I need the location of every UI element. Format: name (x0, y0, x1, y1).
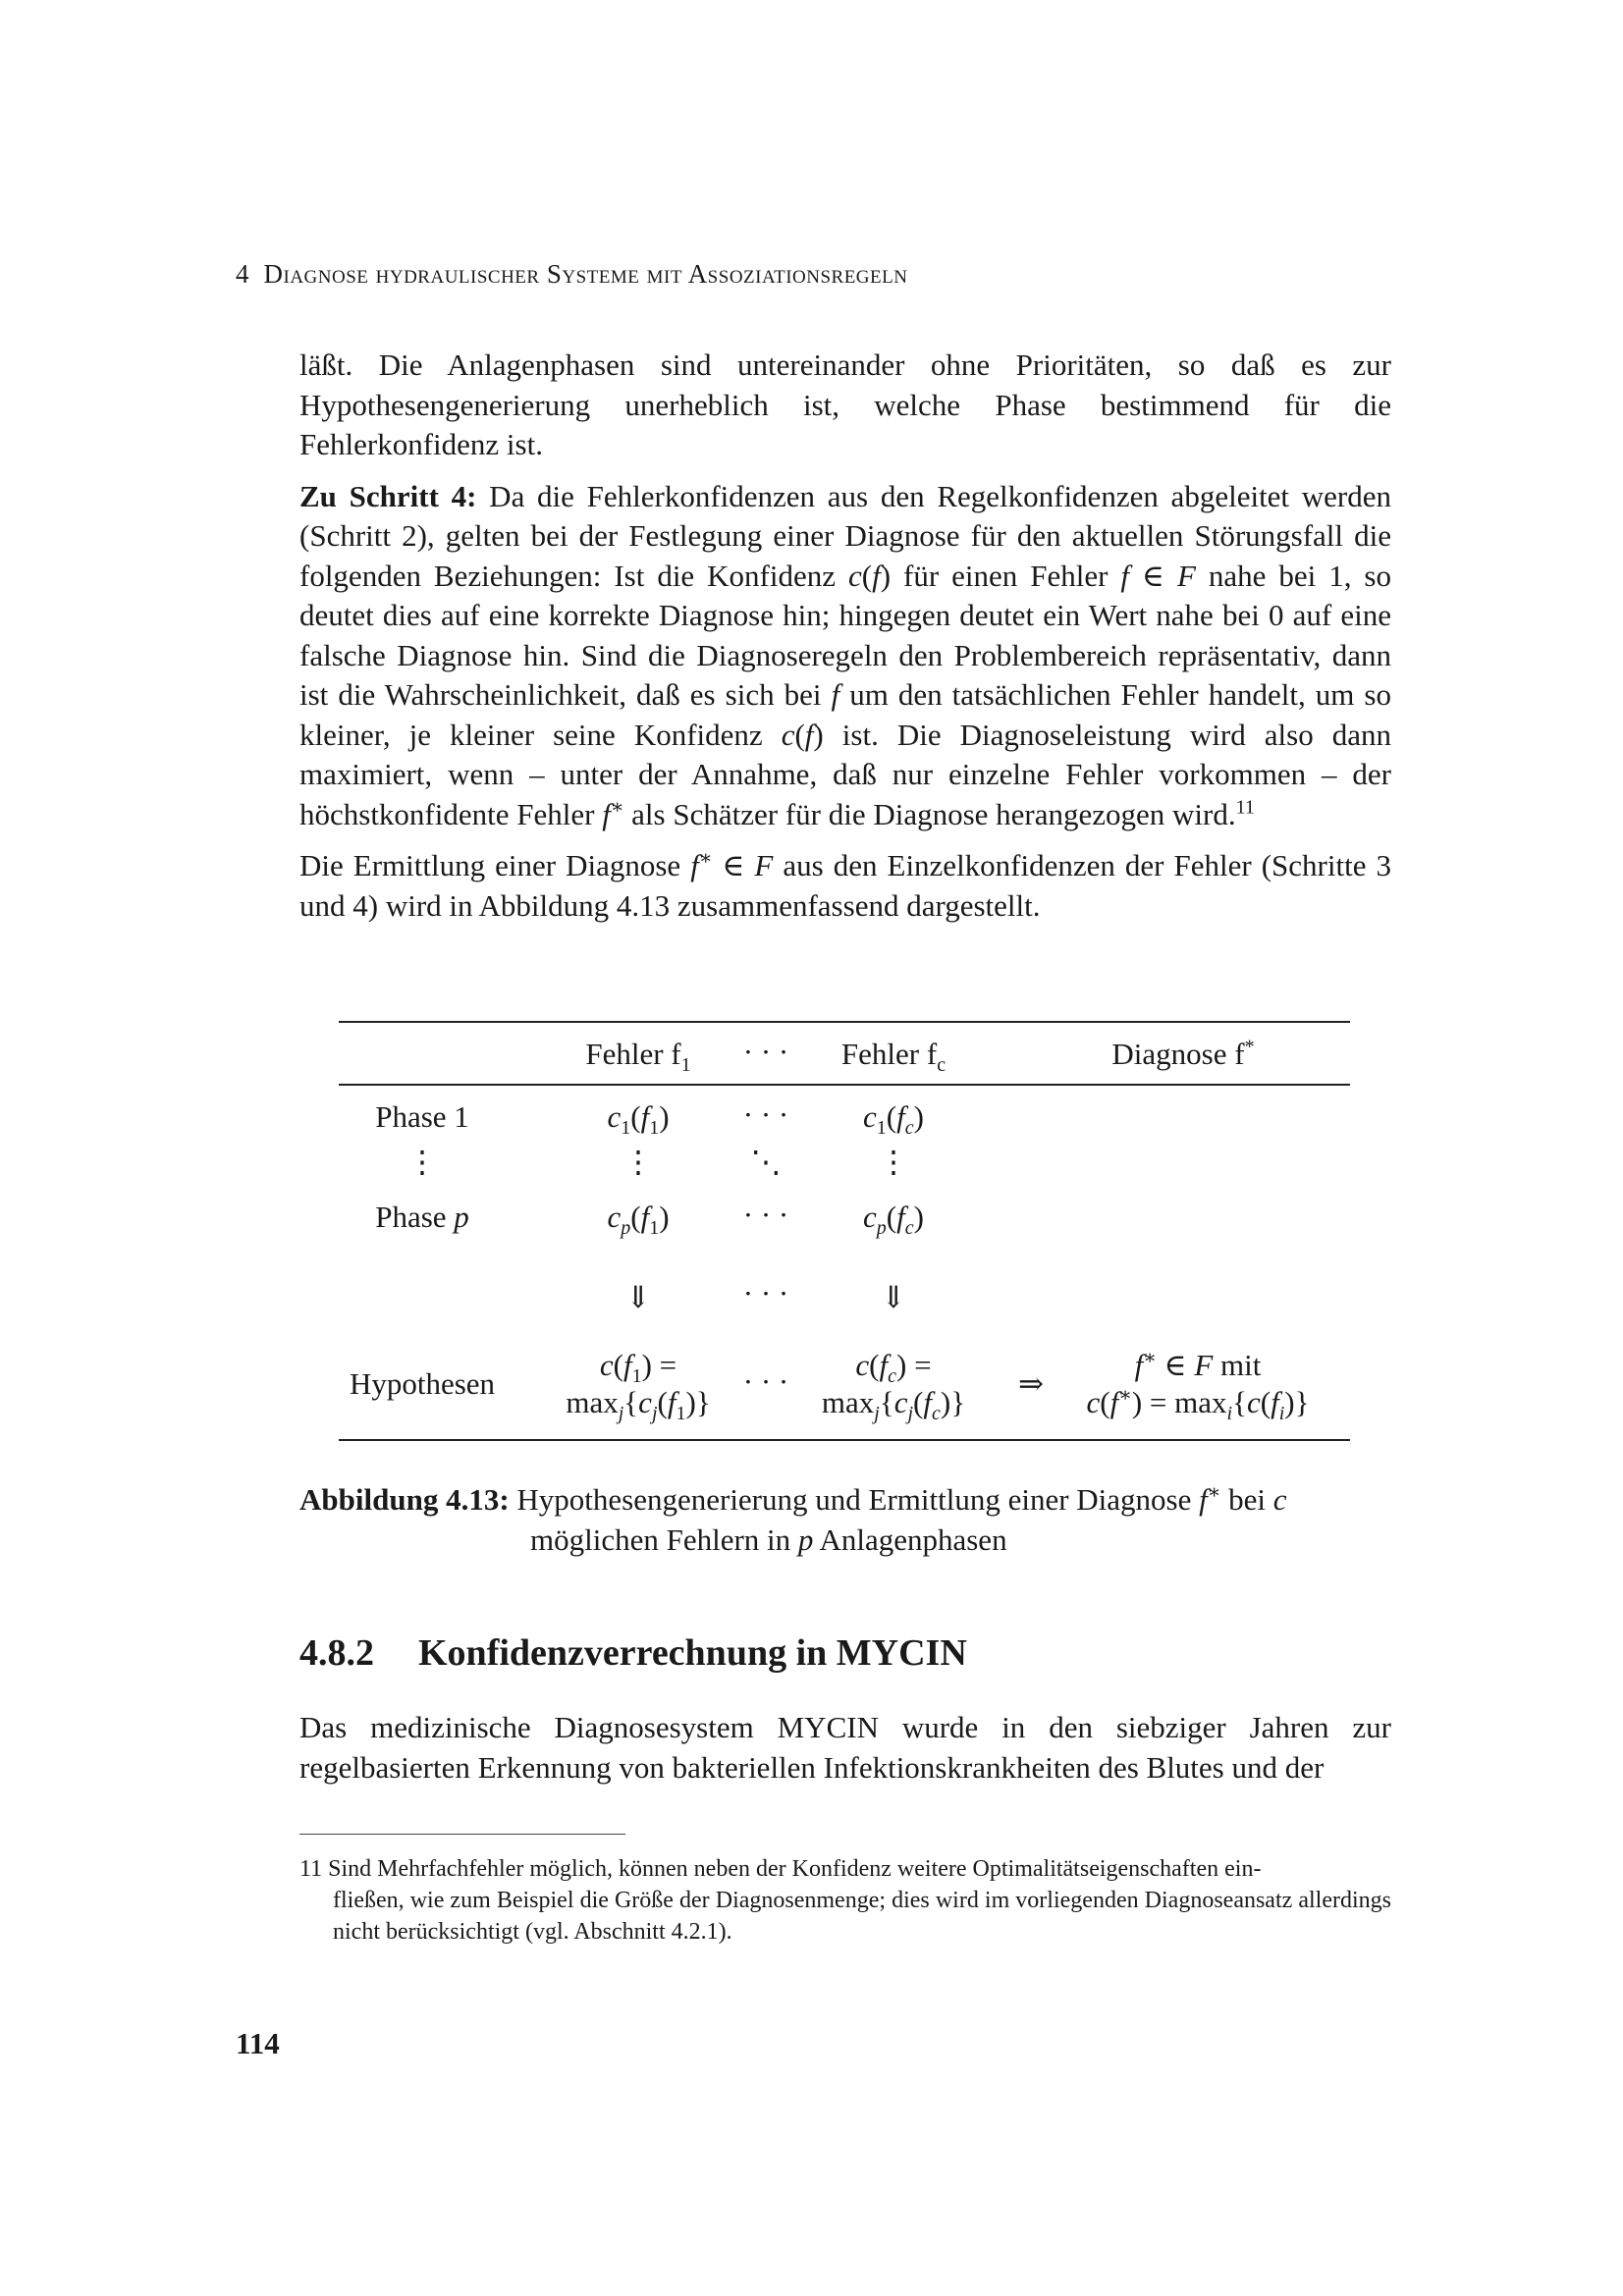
step4-label: Zu Schritt 4: (299, 478, 477, 513)
cell-c1-fc: $c_1(f_c)$ (863, 1099, 924, 1140)
footnote-line1: Sind Mehrfachfehler möglich, können neben der Konfidenz weitere Optimalitätseigenschaften ein- (328, 1856, 1262, 1882)
cell-cp-fc: $c_p(f_c)$ (863, 1200, 924, 1240)
vdots-fc: ⋮ (878, 1145, 909, 1179)
table-bottom-rule (339, 1439, 1350, 1441)
arrow-right: ⇒ (1018, 1366, 1044, 1401)
cell-cp-f1: $c_p(f_1)$ (607, 1200, 670, 1240)
arrow-down-f1: ⇓ (625, 1280, 651, 1314)
cell-c1-f1: $c_1(f_1)$ (607, 1099, 670, 1140)
footnote (299, 1853, 1391, 1948)
footnote-number: 11 (299, 1856, 323, 1882)
hyp-f1: $c(f_1)$ = $\max_j\{c_j(f_1)\}$ (566, 1348, 711, 1425)
section-body (299, 1708, 1391, 1799)
footnote-ref: 11 (1235, 796, 1255, 819)
arrow-row-dots: · · · (742, 1276, 789, 1310)
hyp-fc: $c(f_c)$ = $\max_j\{c_j(f_c)\}$ (821, 1348, 966, 1425)
table-top-rule (339, 1021, 1350, 1023)
vdots-phase: ⋮ (406, 1145, 438, 1179)
row-hypothesen: Hypothesen (349, 1366, 496, 1401)
row-phase-p: Phase p (375, 1200, 469, 1234)
hyp-dots: · · · (742, 1364, 789, 1399)
cell-dots-p: · · · (742, 1198, 789, 1232)
diagnose-result: f∗ ∈ F mit $c(f^∗) = \max_i\{c(f_i)\}$ (1086, 1347, 1310, 1425)
row-phase-1: Phase 1 (375, 1099, 469, 1134)
figure-caption: Abbildung 4.13: Hypothesengenerierung und Ermittlung einer Diagnose f∗ bei c möglichen Fehlern in p Anlagenphasen (299, 1481, 1287, 1557)
cell-dots-1: · · · (742, 1097, 789, 1132)
chapter-number: 4 (236, 259, 249, 289)
running-head (236, 257, 907, 291)
header-diagnose: Diagnose f* (1111, 1036, 1255, 1071)
section-title: Konfidenzverrechnung in MYCIN (418, 1632, 967, 1674)
paragraph-2: Zu Schritt 4: Da die Fehlerkonfidenzen aus den Regelkonfidenzen abgeleitet werden (Schritt 2), gelten bei der Festlegung einer Diagnose für den aktuellen Störungsfall die folgenden Beziehungen: Ist die Konfidenz c(f) für einen Fehler f ∈ F nahe bei 1, so deutet dies auf eine korrekte Diagnose hin; hingegen deutet ein Wert nahe bei 0 auf eine falsche Diagnose hin. Sind die Diagnoseregeln den Problembereich repräsentativ, dann ist die Wahrscheinlichkeit, daß es sich bei f um den tatsächlichen Fehler handelt, um so kleiner, je kleiner seine Konfidenz c(f) ist. Die Diagnoseleistung wird also dann maximiert, wenn – unter der Annahme, daß nur einzelne Fehler vorkommen – der höchstkonfidente Fehler f∗ als Schätzer für die Diagnose herangezogen wird.$^{11}$ (299, 478, 1392, 831)
body-text (299, 346, 1391, 937)
footnote-rule (299, 1834, 625, 1835)
header-fehler-f1: Fehler $f_1$ (585, 1037, 691, 1077)
vdots-f1: ⋮ (622, 1145, 654, 1179)
section-heading (299, 1629, 967, 1677)
section-paragraph-1: Das medizinische Diagnosesystem MYCIN wurde in den siebziger Jahren zur regelbasierten Erkennung von bakteriellen Infektionskrankheiten des Blutes und der (299, 1710, 1391, 1785)
header-dots: · · · (742, 1035, 789, 1069)
ddots: ⋱ (750, 1145, 782, 1179)
caption-label: Abbildung 4.13: (299, 1482, 510, 1517)
page-number: 114 (236, 2026, 280, 2060)
paragraph-1: läßt. Die Anlagenphasen sind untereinander ohne Prioritäten, so daß es zur Hypothesengenerierung unerheblich ist, welche Phase bestimmend für die Fehlerkonfidenz ist. (299, 347, 1391, 461)
arrow-down-fc: ⇓ (881, 1280, 906, 1314)
header-fehler-fc: Fehler $f_c$ (840, 1037, 947, 1077)
paragraph-3: Die Ermittlung einer Diagnose f∗ ∈ F aus den Einzelkonfidenzen der Fehler (Schritte 3 und 4) wird in Abbildung 4.13 zusammenfassend dargestellt. (299, 847, 1392, 923)
footnote-line2: fließen, wie zum Beispiel die Größe der Diagnosenmenge; dies wird im vorliegenden Diagnoseansatz allerdings nicht berücksichtigt (vgl. Abschnitt 4.2.1). (333, 1888, 1391, 1945)
section-number: 4.8.2 (299, 1632, 374, 1674)
chapter-title: Diagnose hydraulischer Systeme mit Assoziationsregeln (263, 259, 908, 289)
table-header-rule (339, 1084, 1350, 1086)
